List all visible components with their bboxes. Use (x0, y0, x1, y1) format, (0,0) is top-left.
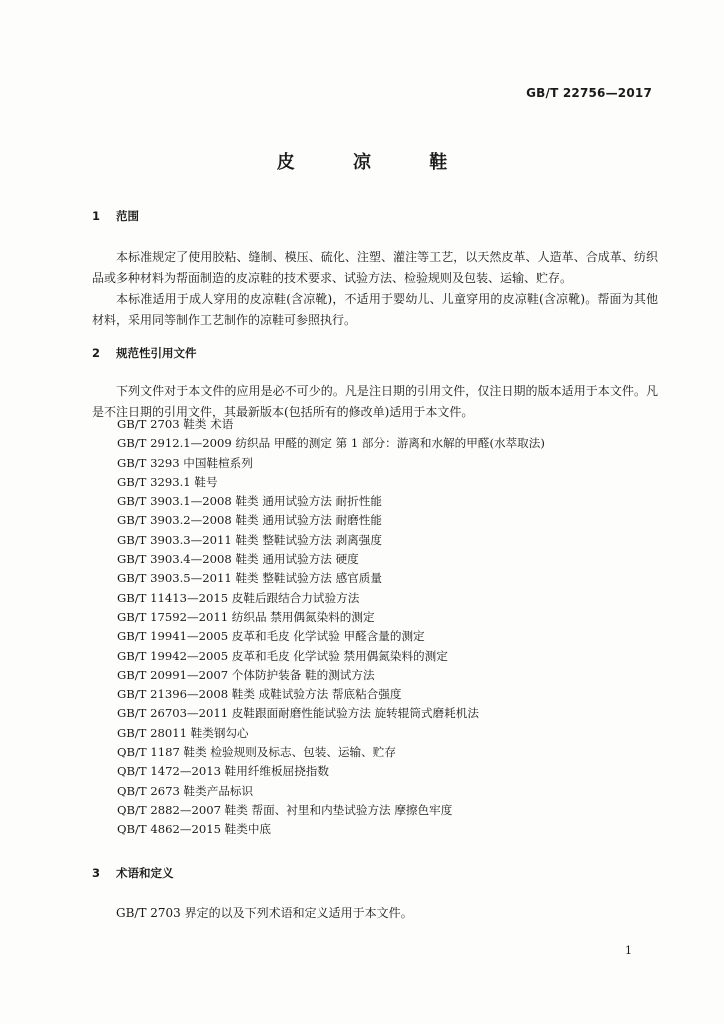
section-3-paragraph-1: GB/T 2703 界定的以及下列术语和定义适用于本文件。 (116, 906, 413, 920)
reference-item: GB/T 3903.4—2008 鞋类 通用试验方法 硬度 (117, 552, 359, 567)
section-title: 范围 (116, 209, 139, 223)
reference-item: GB/T 3903.3—2011 鞋类 整鞋试验方法 剥离强度 (117, 532, 382, 547)
section-2-paragraph-1: 下列文件对于本文件的应用是必不可少的。凡是注日期的引用文件，仅注日期的版本适用于本文件。凡是不注日期的引用文件，其最新版本(包括所有的修改单)适用于本文件。 (92, 384, 658, 419)
reference-item: GB/T 3903.2—2008 鞋类 通用试验方法 耐磨性能 (117, 513, 382, 528)
reference-item: QB/T 2882—2007 鞋类 帮面、衬里和内垫试验方法 摩擦色牢度 (117, 802, 453, 817)
section-title: 术语和定义 (116, 866, 174, 880)
reference-item: GB/T 3293 中国鞋楦系列 (117, 455, 253, 470)
section-2-heading (92, 345, 197, 361)
reference-item: GB/T 28011 鞋类钢勾心 (117, 725, 249, 740)
reference-item: GB/T 17592—2011 纺织品 禁用偶氮染料的测定 (117, 609, 375, 624)
reference-item: QB/T 2673 鞋类产品标识 (117, 783, 254, 798)
reference-item: GB/T 2912.1—2009 纺织品 甲醛的测定 第 1 部分：游离和水解的甲醛(水萃取法) (117, 436, 545, 451)
reference-item: QB/T 4862—2015 鞋类中底 (117, 822, 272, 837)
section-title: 规范性引用文件 (116, 346, 197, 360)
reference-item: GB/T 26703—2011 皮鞋跟面耐磨性能试验方法 旋转辊筒式磨耗机法 (117, 706, 479, 721)
document-title: 皮 凉 鞋 (276, 152, 474, 173)
reference-item: GB/T 19941—2005 皮革和毛皮 化学试验 甲醛含量的测定 (117, 629, 425, 644)
section-number: 3 (92, 866, 101, 880)
reference-item: GB/T 19942—2005 皮革和毛皮 化学试验 禁用偶氮染料的测定 (117, 648, 448, 663)
reference-item: GB/T 3903.5—2011 鞋类 整鞋试验方法 感官质量 (117, 571, 382, 586)
section-1-paragraph-1: 本标准规定了使用胶粘、缝制、模压、硫化、注塑、灌注等工艺，以天然皮革、人造革、合成革、纺织品或多种材料为帮面制造的皮凉鞋的技术要求、试验方法、检验规则及包装、运输、贮存。 (92, 250, 658, 285)
section-number: 2 (92, 346, 101, 360)
reference-item: GB/T 20991—2007 个体防护装备 鞋的测试方法 (117, 667, 375, 682)
reference-item: GB/T 21396—2008 鞋类 成鞋试验方法 帮底粘合强度 (117, 687, 402, 702)
section-3-heading (92, 865, 174, 881)
reference-item: GB/T 2703 鞋类 术语 (117, 417, 234, 431)
reference-item: GB/T 3293.1 鞋号 (117, 474, 218, 489)
reference-item: QB/T 1472—2013 鞋用纤维板屈挠指数 (117, 764, 329, 779)
reference-item: GB/T 3903.1—2008 鞋类 通用试验方法 耐折性能 (117, 494, 382, 509)
section-1-paragraph-2: 本标准适用于成人穿用的皮凉鞋(含凉靴)，不适用于婴幼儿、儿童穿用的皮凉鞋(含凉靴)。帮面为其他材料，采用同等制作工艺制作的凉鞋可参照执行。 (92, 292, 658, 327)
section-1-heading (92, 208, 139, 224)
section-number: 1 (92, 209, 101, 223)
reference-item: QB/T 1187 鞋类 检验规则及标志、包装、运输、贮存 (117, 745, 396, 760)
normative-references-list (117, 415, 545, 840)
reference-item: GB/T 11413—2015 皮鞋后跟结合力试验方法 (117, 590, 360, 605)
page-number: 1 (625, 944, 632, 957)
standard-code: GB/T 22756—2017 (526, 86, 652, 100)
